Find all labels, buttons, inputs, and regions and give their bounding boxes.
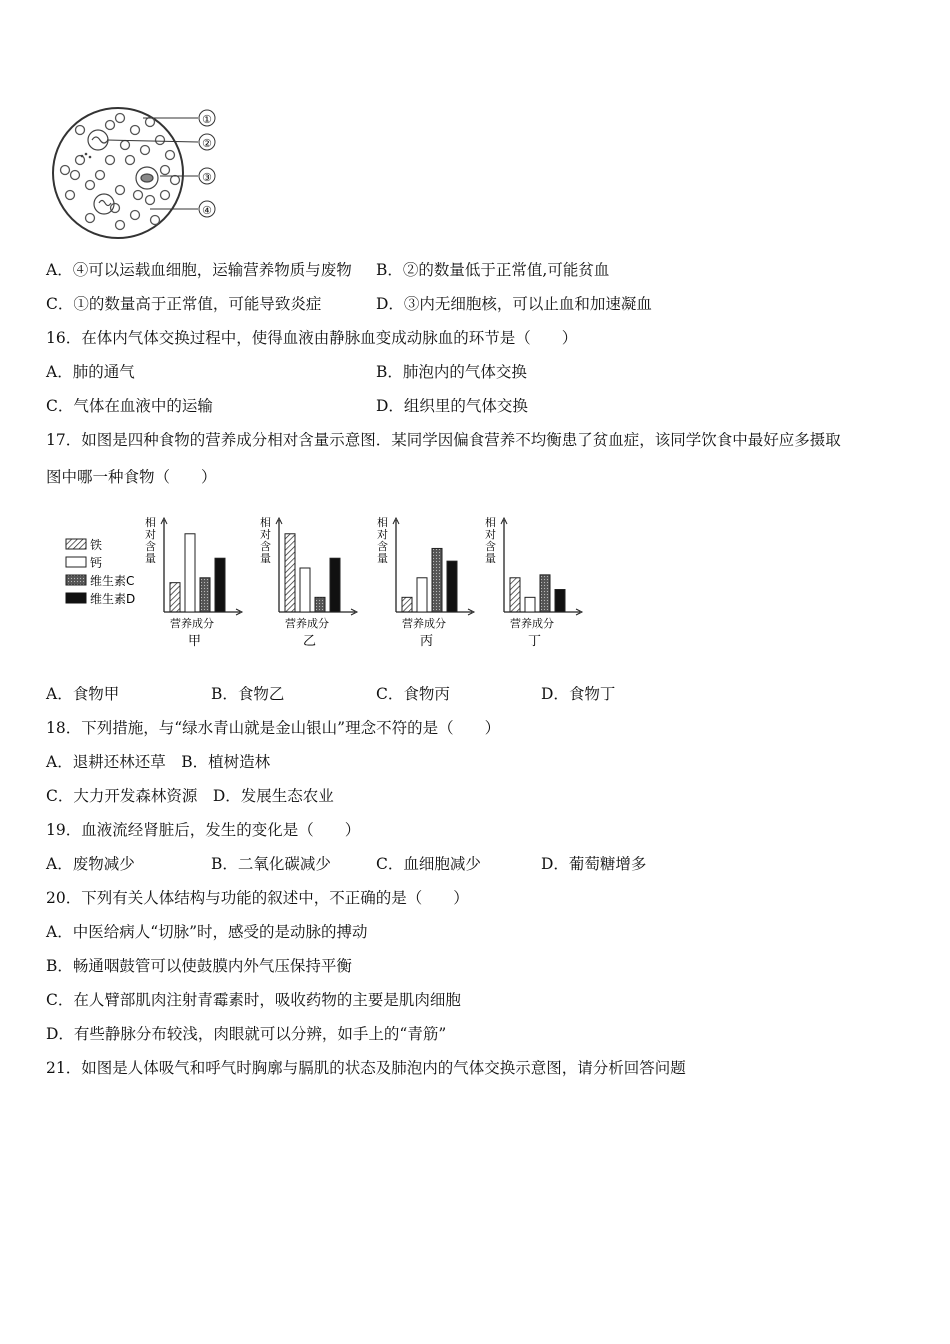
legend-calcium: 钙 [90,556,103,570]
y-axis-label: 对 [260,528,271,541]
x-axis-label: 营养成分 [285,617,329,630]
red-blood-cell [66,191,75,200]
bar-calcium [300,568,310,612]
y-axis-label: 相 [145,516,156,529]
q19-option-a: A．废物减少 [46,855,135,873]
bar-vitamin-c [432,548,442,612]
y-axis-label: 量 [260,552,271,565]
bar-vitamin-d [215,558,225,612]
q20-option-d: D．有些静脉分布较浅，肉眼就可以分辨，如手上的“青筋” [46,1025,447,1043]
legend-vitamin-d: 维生素D [90,592,136,606]
red-blood-cell [116,114,125,123]
q16-option-c: C．气体在血液中的运输 [46,397,213,415]
q17-option-b: B．食物乙 [211,685,285,703]
red-blood-cell [131,126,140,135]
red-blood-cell [86,181,95,190]
red-blood-cell [156,136,165,145]
bar-calcium [185,534,195,612]
chart-food-ding [480,512,590,652]
chart-food-jia [140,512,250,652]
red-blood-cell [61,166,70,175]
bar-vitamin-d [447,561,457,612]
chart-title: 丁 [528,634,542,649]
red-blood-cell [96,171,105,180]
red-blood-cell [171,176,180,185]
bar-iron [402,597,412,612]
bar-vitamin-d [330,558,340,612]
bar-vitamin-c [540,575,550,612]
y-axis-label: 含 [145,540,156,553]
q15-option-c: C．①的数量高于正常值，可能导致炎症 [46,295,322,313]
legend-iron: 铁 [90,538,103,552]
q19-option-d: D．葡萄糖增多 [541,855,647,873]
bar-iron [510,578,520,612]
q15-option-a: A．④可以运载血细胞，运输营养物质与废物 [46,261,352,279]
bar-vitamin-c [315,597,325,612]
x-axis-label: 营养成分 [510,617,554,630]
red-blood-cell [106,156,115,165]
q15-option-b: B．②的数量低于正常值,可能贫血 [376,261,610,279]
q20-stem: 20．下列有关人体结构与功能的叙述中，不正确的是（ ） [46,889,469,907]
red-blood-cell [151,216,160,225]
q16-option-b: B．肺泡内的气体交换 [376,363,527,381]
bar-calcium [417,578,427,612]
q21-stem: 21．如图是人体吸气和呼气时胸廓与膈肌的状态及肺泡内的气体交换示意图，请分析回答问题 [46,1059,686,1077]
chart-title: 丙 [420,634,434,649]
chart-food-bing [372,512,482,652]
red-blood-cell [76,126,85,135]
red-blood-cell [116,186,125,195]
red-blood-cell [141,146,150,155]
y-axis-label: 相 [260,516,271,529]
q17-stem-line2: 图中哪一种食物（ ） [46,468,217,486]
legend-vitamin-c: 维生素C [90,574,135,588]
y-axis-label: 含 [260,540,271,553]
red-blood-cell [131,211,140,220]
marker-4: ④ [202,204,212,217]
q18-options-ab: A．退耕还林还草 B．植树造林 [46,753,271,771]
red-blood-cell [106,121,115,130]
bar-vitamin-c [200,578,210,612]
red-blood-cell [71,171,80,180]
red-blood-cell [146,196,155,205]
q20-option-b: B．畅通咽鼓管可以使鼓膜内外气压保持平衡 [46,957,352,975]
y-axis-label: 含 [377,540,388,553]
red-blood-cell [161,166,170,175]
y-axis-label: 含 [485,540,496,553]
q20-option-c: C．在人臂部肌肉注射青霉素时，吸收药物的主要是肌肉细胞 [46,991,461,1009]
marker-3: ③ [202,171,212,184]
red-blood-cell [76,156,85,165]
q19-option-b: B．二氧化碳减少 [211,855,331,873]
blood-smear-figure [50,100,230,245]
y-axis-label: 相 [377,516,388,529]
marker-1: ① [202,113,212,126]
q16-option-d: D．组织里的气体交换 [376,397,528,415]
y-axis-label: 量 [377,552,388,565]
bar-iron [170,583,180,612]
red-blood-cell [116,221,125,230]
red-blood-cell [121,141,130,150]
red-blood-cell [134,191,143,200]
bar-calcium [525,597,535,612]
x-axis-label: 营养成分 [170,617,214,630]
y-axis-label: 对 [377,528,388,541]
chart-food-yi [255,512,365,652]
y-axis-label: 对 [145,528,156,541]
marker-2: ② [202,137,212,150]
q17-option-a: A．食物甲 [46,685,120,703]
red-blood-cell [111,204,120,213]
red-blood-cell [86,214,95,223]
y-axis-label: 量 [485,552,496,565]
q20-option-a: A．中医给病人“切脉”时，感受的是动脉的搏动 [46,923,368,941]
q15-option-d: D．③内无细胞核，可以止血和加速凝血 [376,295,652,313]
q17-option-c: C．食物丙 [376,685,450,703]
y-axis-label: 对 [485,528,496,541]
q19-stem: 19．血液流经肾脏后，发生的变化是（ ） [46,821,361,839]
y-axis-label: 量 [145,552,156,565]
bar-vitamin-d [555,590,565,612]
q16-option-a: A．肺的通气 [46,363,135,381]
bar-iron [285,534,295,612]
red-blood-cell [146,118,155,127]
red-blood-cell [161,191,170,200]
y-axis-label: 相 [485,516,496,529]
q17-stem-line1: 17．如图是四种食物的营养成分相对含量示意图．某同学因偏食营养不均衡患了贫血症，该同学饮食中最好应多摄取 [46,431,841,449]
red-blood-cell [126,156,135,165]
q18-stem: 18．下列措施，与“绿水青山就是金山银山”理念不符的是（ ） [46,719,501,737]
chart-title: 乙 [303,634,317,649]
q18-options-cd: C．大力开发森林资源 D．发展生态农业 [46,787,334,805]
chart-title: 甲 [188,634,202,649]
q16-stem: 16．在体内气体交换过程中，使得血液由静脉血变成动脉血的环节是（ ） [46,329,578,347]
x-axis-label: 营养成分 [402,617,446,630]
q19-option-c: C．血细胞减少 [376,855,481,873]
red-blood-cell [166,151,175,160]
q17-option-d: D．食物丁 [541,685,616,703]
